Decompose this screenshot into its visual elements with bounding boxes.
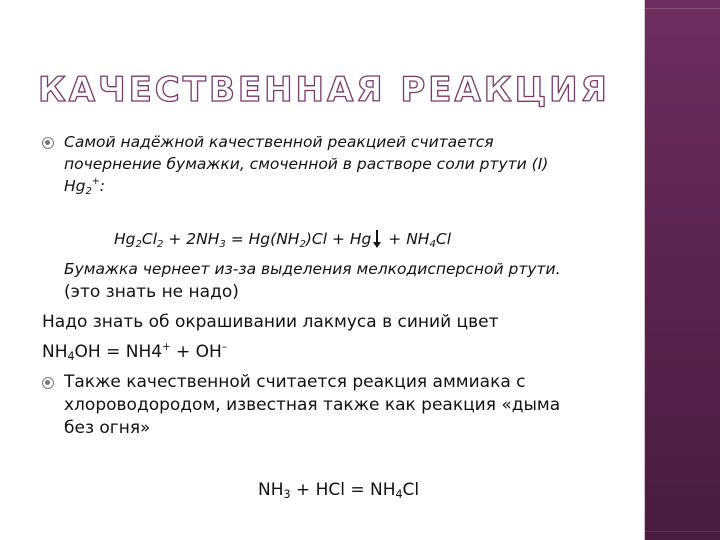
bullet-icon [42, 137, 54, 149]
bullet2-line1: Также качественной считается реакция аммиака с [64, 372, 526, 392]
reaction-equation-3: $NH_3$ + HCl = $NH_4Cl$ [258, 480, 420, 501]
litmus-text: Надо знать об окрашивании лакмуса в синий цвет [42, 312, 499, 332]
bullet1-line3: $Hg_2^+$: [64, 176, 105, 197]
bullet-icon [42, 377, 54, 389]
bullet2-line2: хлороводородом, известная также как реакция «дыма [64, 395, 561, 415]
bullet1-line1: Самой надёжной качественной реакцией считается [64, 133, 494, 151]
reaction-equation-2: $NH_4OH = NH4^+ + OH^-$ [42, 342, 227, 363]
sidebar-frame [644, 8, 720, 532]
bullet1-line2: почернение бумажки, смоченной в растворе соли ртути (I) [64, 155, 549, 173]
slide-title: КАЧЕСТВЕННАЯ РЕАКЦИЯ [38, 70, 610, 110]
decorative-sidebar [640, 0, 720, 540]
precipitate-arrow-icon [373, 230, 381, 248]
note-not-required: (это знать не надо) [64, 282, 239, 302]
reaction-equation-1: $Hg_2Cl_2 + 2NH_3 = Hg(NH_2)Cl + Hg + NH_4Cl$ [114, 230, 452, 250]
note-blackening: Бумажка чернеет из-за выделения мелкодисперсной ртути. [64, 260, 561, 278]
bullet2-line3: без огня» [64, 418, 151, 438]
